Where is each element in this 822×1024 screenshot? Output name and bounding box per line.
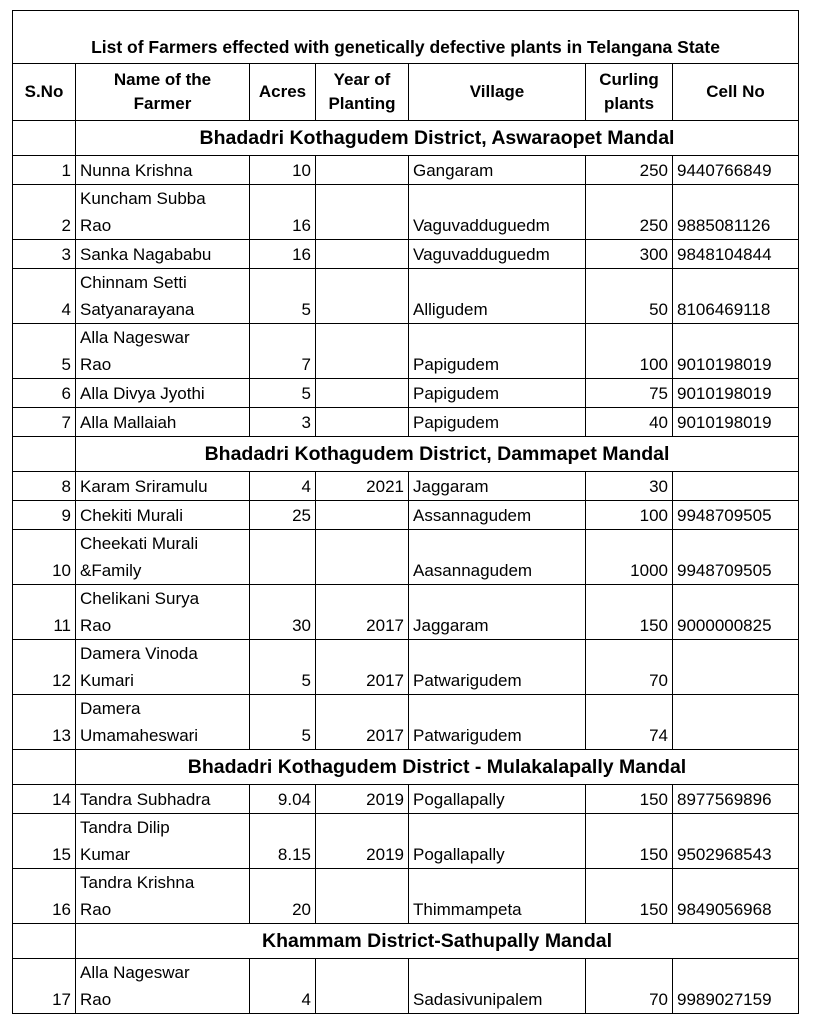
cell-village: Alligudem — [409, 269, 586, 324]
cell-year: 2017 — [316, 695, 409, 750]
cell-phone-number: 9848104844 — [673, 240, 799, 269]
cell-curling-plants: 250 — [586, 185, 673, 240]
cell-phone-number: 8106469118 — [673, 269, 799, 324]
header-year: Year of Planting — [316, 64, 409, 121]
table-row — [13, 408, 799, 437]
cell-farmer-name: Karam Sriramulu — [76, 472, 250, 501]
cell-farmer-name: Chinnam Setti Satyanarayana — [76, 269, 250, 324]
cell-village: Aasannagudem — [409, 530, 586, 585]
cell-year — [316, 530, 409, 585]
cell-year — [316, 959, 409, 1014]
cell-phone-number — [673, 472, 799, 501]
table-row — [13, 240, 799, 269]
cell-farmer-name: Sanka Nagababu — [76, 240, 250, 269]
cell-farmer-name: Alla Nageswar Rao — [76, 959, 250, 1014]
table-row — [13, 814, 799, 869]
cell-sno: 1 — [13, 156, 76, 185]
cell-sno: 16 — [13, 869, 76, 924]
cell-village: Jaggaram — [409, 472, 586, 501]
cell-sno: 10 — [13, 530, 76, 585]
cell-sno: 4 — [13, 269, 76, 324]
table-row — [13, 869, 799, 924]
cell-acres: 5 — [250, 379, 316, 408]
section-title: Bhadadri Kothagudem District - Mulakalapally Mandal — [76, 750, 799, 785]
cell-curling-plants: 250 — [586, 156, 673, 185]
cell-acres: 10 — [250, 156, 316, 185]
cell-village: Gangaram — [409, 156, 586, 185]
header-sno: S.No — [13, 64, 76, 121]
cell-village: Pogallapally — [409, 814, 586, 869]
cell-sno: 11 — [13, 585, 76, 640]
cell-sno: 17 — [13, 959, 76, 1014]
table-row — [13, 959, 799, 1014]
cell-curling-plants: 74 — [586, 695, 673, 750]
cell-farmer-name: Cheekati Murali &Family — [76, 530, 250, 585]
cell-farmer-name: Damera Umamaheswari — [76, 695, 250, 750]
cell-year — [316, 185, 409, 240]
cell-village: Papigudem — [409, 324, 586, 379]
table-row — [13, 501, 799, 530]
section-header-row — [13, 924, 799, 959]
cell-village: Sadasivunipalem — [409, 959, 586, 1014]
cell-phone-number — [673, 640, 799, 695]
cell-phone-number: 9948709505 — [673, 501, 799, 530]
cell-farmer-name: Alla Divya Jyothi — [76, 379, 250, 408]
cell-curling-plants: 150 — [586, 869, 673, 924]
cell-village: Pogallapally — [409, 785, 586, 814]
cell-year: 2021 — [316, 472, 409, 501]
cell-phone-number: 9849056968 — [673, 869, 799, 924]
section-header-row — [13, 437, 799, 472]
cell-acres — [250, 530, 316, 585]
header-cell: Cell No — [673, 64, 799, 121]
cell-year: 2017 — [316, 640, 409, 695]
cell-farmer-name: Chelikani Surya Rao — [76, 585, 250, 640]
cell-acres: 5 — [250, 269, 316, 324]
table-row — [13, 785, 799, 814]
cell-phone-number: 9948709505 — [673, 530, 799, 585]
cell-phone-number: 9989027159 — [673, 959, 799, 1014]
cell-acres: 3 — [250, 408, 316, 437]
cell-village: Vaguvadduguedm — [409, 240, 586, 269]
cell-acres: 5 — [250, 640, 316, 695]
cell-year: 2017 — [316, 585, 409, 640]
cell-phone-number: 9885081126 — [673, 185, 799, 240]
cell-sno: 15 — [13, 814, 76, 869]
table-row — [13, 156, 799, 185]
cell-curling-plants: 75 — [586, 379, 673, 408]
cell-sno: 5 — [13, 324, 76, 379]
table-row — [13, 185, 799, 240]
cell-curling-plants: 50 — [586, 269, 673, 324]
cell-year: 2019 — [316, 814, 409, 869]
cell-phone-number: 9010198019 — [673, 324, 799, 379]
cell-sno: 8 — [13, 472, 76, 501]
cell-curling-plants: 40 — [586, 408, 673, 437]
cell-sno: 13 — [13, 695, 76, 750]
cell-phone-number: 9000000825 — [673, 585, 799, 640]
cell-acres: 16 — [250, 240, 316, 269]
cell-acres: 4 — [250, 959, 316, 1014]
table-row — [13, 585, 799, 640]
cell-acres: 7 — [250, 324, 316, 379]
cell-curling-plants: 150 — [586, 785, 673, 814]
cell-sno: 2 — [13, 185, 76, 240]
cell-village: Patwarigudem — [409, 640, 586, 695]
cell-farmer-name: Tandra Dilip Kumar — [76, 814, 250, 869]
cell-curling-plants: 70 — [586, 959, 673, 1014]
header-curling: Curling plants — [586, 64, 673, 121]
cell-curling-plants: 150 — [586, 585, 673, 640]
cell-village: Vaguvadduguedm — [409, 185, 586, 240]
cell-year — [316, 240, 409, 269]
cell-acres: 25 — [250, 501, 316, 530]
header-name: Name of the Farmer — [76, 64, 250, 121]
table-title: List of Farmers effected with genetically defective plants in Telangana State — [13, 11, 799, 64]
cell-village: Thimmampeta — [409, 869, 586, 924]
cell-farmer-name: Nunna Krishna — [76, 156, 250, 185]
cell-acres: 9.04 — [250, 785, 316, 814]
cell-curling-plants: 100 — [586, 501, 673, 530]
cell-sno: 14 — [13, 785, 76, 814]
table-row — [13, 640, 799, 695]
cell-year — [316, 379, 409, 408]
cell-phone-number — [673, 695, 799, 750]
cell-year — [316, 156, 409, 185]
section-header-row — [13, 750, 799, 785]
cell-farmer-name: Tandra Krishna Rao — [76, 869, 250, 924]
cell-acres: 16 — [250, 185, 316, 240]
section-blank-cell — [13, 750, 76, 785]
cell-acres: 30 — [250, 585, 316, 640]
cell-curling-plants: 30 — [586, 472, 673, 501]
table-row — [13, 324, 799, 379]
section-blank-cell — [13, 121, 76, 156]
section-title: Bhadadri Kothagudem District, Aswaraopet Mandal — [76, 121, 799, 156]
table-row — [13, 379, 799, 408]
cell-farmer-name: Alla Nageswar Rao — [76, 324, 250, 379]
farmers-sheet — [12, 10, 799, 1014]
cell-phone-number: 9502968543 — [673, 814, 799, 869]
cell-phone-number: 9010198019 — [673, 379, 799, 408]
section-header-row — [13, 121, 799, 156]
cell-curling-plants: 300 — [586, 240, 673, 269]
cell-sno: 7 — [13, 408, 76, 437]
cell-phone-number: 8977569896 — [673, 785, 799, 814]
section-blank-cell — [13, 924, 76, 959]
cell-farmer-name: Tandra Subhadra — [76, 785, 250, 814]
cell-sno: 3 — [13, 240, 76, 269]
header-village: Village — [409, 64, 586, 121]
table-row — [13, 472, 799, 501]
cell-curling-plants: 70 — [586, 640, 673, 695]
farmers-table — [12, 10, 799, 1014]
cell-year — [316, 501, 409, 530]
cell-village: Patwarigudem — [409, 695, 586, 750]
cell-curling-plants: 150 — [586, 814, 673, 869]
cell-acres: 5 — [250, 695, 316, 750]
cell-acres: 8.15 — [250, 814, 316, 869]
header-acres: Acres — [250, 64, 316, 121]
cell-curling-plants: 1000 — [586, 530, 673, 585]
cell-village: Jaggaram — [409, 585, 586, 640]
section-blank-cell — [13, 437, 76, 472]
cell-year — [316, 408, 409, 437]
cell-acres: 4 — [250, 472, 316, 501]
cell-sno: 6 — [13, 379, 76, 408]
section-title: Khammam District-Sathupally Mandal — [76, 924, 799, 959]
cell-village: Papigudem — [409, 379, 586, 408]
cell-farmer-name: Alla Mallaiah — [76, 408, 250, 437]
table-row — [13, 530, 799, 585]
table-body — [13, 121, 799, 1014]
table-row — [13, 269, 799, 324]
cell-sno: 12 — [13, 640, 76, 695]
cell-sno: 9 — [13, 501, 76, 530]
cell-farmer-name: Damera Vinoda Kumari — [76, 640, 250, 695]
table-row — [13, 695, 799, 750]
cell-farmer-name: Chekiti Murali — [76, 501, 250, 530]
cell-acres: 20 — [250, 869, 316, 924]
cell-phone-number: 9010198019 — [673, 408, 799, 437]
cell-farmer-name: Kuncham Subba Rao — [76, 185, 250, 240]
cell-year — [316, 269, 409, 324]
section-title: Bhadadri Kothagudem District, Dammapet Mandal — [76, 437, 799, 472]
cell-curling-plants: 100 — [586, 324, 673, 379]
cell-year — [316, 324, 409, 379]
cell-village: Assannagudem — [409, 501, 586, 530]
cell-year — [316, 869, 409, 924]
cell-year: 2019 — [316, 785, 409, 814]
cell-phone-number: 9440766849 — [673, 156, 799, 185]
cell-village: Papigudem — [409, 408, 586, 437]
